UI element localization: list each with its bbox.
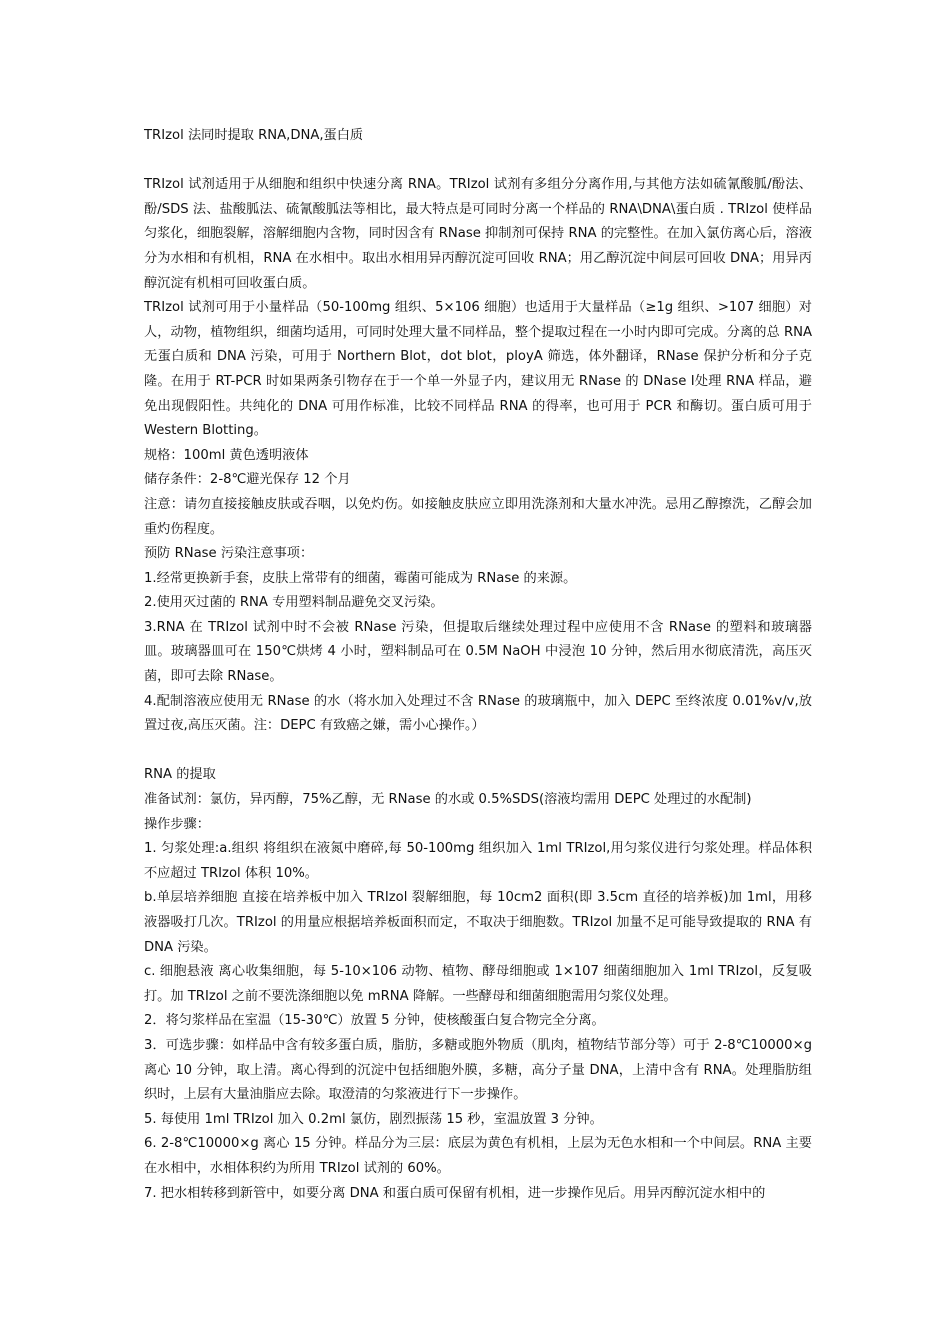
step-item: 3．可选步骤：如样品中含有较多蛋白质，脂肪，多糖或胞外物质（肌肉，植物结节部分等）可于 2-8℃10000×g 离心 10 分钟，取上清。离心得到的沉淀中包括细胞外膜，多糖，高分子量 DNA，上清中含有 RNA。处理脂肪组织时，上层有大量油脂应去除。取澄清的匀浆液进行下一步操作。: [144, 1037, 812, 1103]
document-title: TRIzol 法同时提取 RNA,DNA,蛋白质: [144, 128, 364, 143]
intro-paragraph: TRIzol 试剂可用于小量样品（50-100mg 组织、5×106 细胞）也适用于大量样品（≥1g 组织、>107 细胞）对人，动物，植物组织，细菌均适用，可同时处理大量不同样品，整个提取过程在一小时内即可完成。分离的总 RNA 无蛋白质和 DNA 污染，可用于 Northern Blot，dot blot，ployA 筛选，体外翻译，RNase 保护分析和分子克隆。在用于 RT-PCR 时如果两条引物存在于一个单一外显子内，建议用无 RNase 的 DNase Ⅰ处理 RNA 样品，避免出现假阳性。共纯化的 DNA 可用作标准，比较不同样品 RNA 的得率，也可用于 PCR 和酶切。蛋白质可用于 Western Blotting。: [144, 300, 812, 439]
precaution-item: 4.配制溶液应使用无 RNase 的水（将水加入处理过不含 RNase 的玻璃瓶中，加入 DEPC 至终浓度 0.01%v/v,放置过夜,高压灭菌。注：DEPC 有致癌之嫌，需小心操作。）: [144, 693, 812, 734]
caution-paragraph: 注意：请勿直接接触皮肤或吞咽，以免灼伤。如接触皮肤应立即用洗涤剂和大量水冲洗。忌用乙醇擦洗，乙醇会加重灼伤程度。: [144, 496, 812, 537]
step-item: 6. 2-8℃10000×g 离心 15 分钟。样品分为三层：底层为黄色有机相，上层为无色水相和一个中间层。RNA 主要在水相中，水相体积约为所用 TRIzol 试剂的 60%。: [144, 1136, 812, 1176]
intro-paragraph: TRIzol 试剂适用于从细胞和组织中快速分离 RNA。TRIzol 试剂有多组分分离作用,与其他方法如硫氰酸胍/酚法、酚/SDS 法、盐酸胍法、硫氰酸胍法等相比，最大特点是可同时分离一个样品的 RNA\DNA\蛋白质 . TRIzol 使样品匀浆化，细胞裂解，溶解细胞内含物，同时因含有 RNase 抑制剂可保持 RNA 的完整性。在加入氯仿离心后，溶液分为水相和有机相，RNA 在水相中。取出水相用异丙醇沉淀可回收 RNA；用乙醇沉淀中间层可回收 DNA；用异丙醇沉淀有机相可回收蛋白质。: [144, 177, 812, 291]
blank-line: [144, 739, 812, 764]
step-item: 2．将匀浆样品在室温（15-30℃）放置 5 分钟，使核酸蛋白复合物完全分离。: [144, 1013, 605, 1029]
storage-line: 储存条件：2-8℃避光保存 12 个月: [144, 472, 351, 488]
precaution-item: 1.经常更换新手套，皮肤上常带有的细菌，霉菌可能成为 RNase 的来源。: [144, 570, 577, 586]
rna-section-heading: RNA 的提取: [144, 767, 216, 783]
step-item: c. 细胞悬液 离心收集细胞，每 5-10×106 动物、植物、酵母细胞或 1×107 细菌细胞加入 1ml TRIzol，反复吸打。加 TRIzol 之前不要洗涤细胞以免 mRNA 降解。一些酵母和细菌细胞需用匀浆仪处理。: [144, 964, 812, 1004]
step-item: 5. 每使用 1ml TRIzol 加入 0.2ml 氯仿，剧烈振荡 15 秒，室温放置 3 分钟。: [144, 1111, 603, 1127]
step-item: 7. 把水相转移到新管中，如要分离 DNA 和蛋白质可保留有机相，进一步操作见后。用异丙醇沉淀水相中的: [144, 1185, 766, 1201]
step-item: 1. 匀浆处理:a.组织 将组织在液氮中磨碎,每 50-100mg 组织加入 1ml TRIzol,用匀浆仪进行匀浆处理。样品体积不应超过 TRIzol 体积 10%。: [144, 841, 812, 881]
document-body: [144, 124, 812, 1206]
precaution-item: 2.使用灭过菌的 RNA 专用塑料制品避免交叉污染。: [144, 595, 444, 611]
spec-line: 规格：100ml 黄色透明液体: [144, 447, 309, 463]
reagents-line: 准备试剂：氯仿，异丙醇，75%乙醇，无 RNase 的水或 0.5%SDS(溶液均需用 DEPC 处理过的水配制): [144, 792, 752, 808]
precaution-item: 3.RNA 在 TRIzol 试剂中时不会被 RNase 污染，但提取后继续处理过程中应使用不含 RNase 的塑料和玻璃器皿。玻璃器皿可在 150℃烘烤 4 小时，塑料制品可在 0.5M NaOH 中浸泡 10 分钟，然后用水彻底清洗，高压灭菌，即可去除 RNase。: [144, 619, 812, 685]
rnase-precautions-heading: 预防 RNase 污染注意事项：: [144, 546, 314, 562]
step-item: b.单层培养细胞 直接在培养板中加入 TRIzol 裂解细胞，每 10cm2 面积(即 3.5cm 直径的培养板)加 1ml，用移液器吸打几次。TRIzol 的用量应根据培养板面积而定，不取决于细胞数。TRIzol 加量不足可能导致提取的 RNA 有 DNA 污染。: [144, 890, 812, 955]
blank-line: [144, 149, 812, 174]
steps-heading: 操作步骤：: [144, 816, 210, 832]
